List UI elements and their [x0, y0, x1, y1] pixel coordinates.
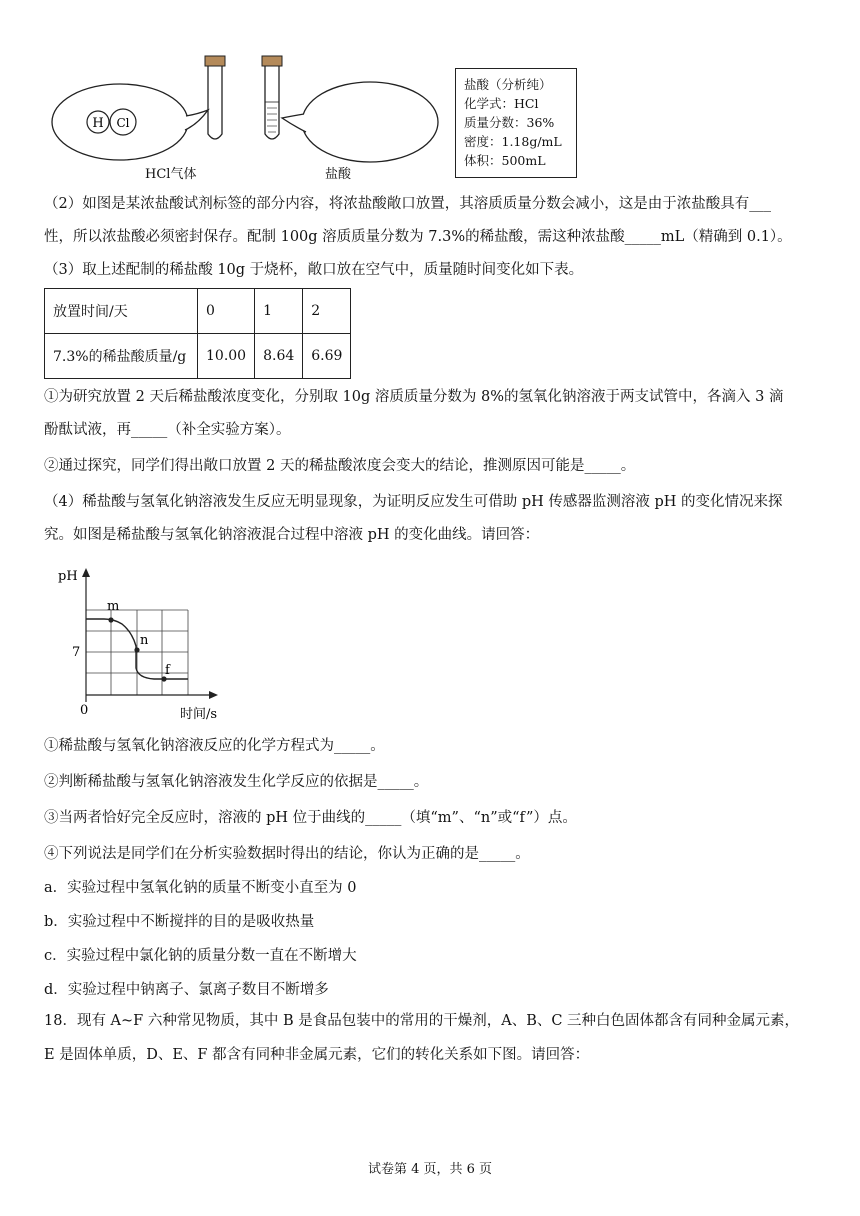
ph-curve-graph — [54, 562, 234, 722]
page-footer: 试卷第 4 页，共 6 页 — [367, 1162, 493, 1177]
q3-sub2: ②通过探究，同学们得出敞口放置 2 天的稀盐酸浓度会变大的结论，推测原因可能是_____。 — [44, 458, 636, 474]
q18-line1: 18．现有 A~F 六种常见物质，其中 B 是食品包装中的常用的干燥剂，A、B、C 三种白色固体都含有同种金属元素， — [44, 1013, 800, 1029]
cl-label: Cl — [116, 116, 130, 130]
table-cell: 7.3%的稀盐酸质量/g — [45, 334, 198, 379]
q4-line1: （4）稀盐酸与氢氧化钠溶液发生反应无明显现象，为证明反应发生可借助 pH 传感器监测溶液 pH 的变化情况来探 — [44, 494, 783, 510]
table-cell: 10.00 — [198, 334, 255, 379]
q4-sub4: ④下列说法是同学们在分析实验数据时得出的结论，你认为正确的是_____。 — [44, 846, 530, 862]
q4-sub3: ③当两者恰好完全反应时，溶液的 pH 位于曲线的_____（填“m”、“n”或“f”）点。 — [44, 810, 577, 826]
mass-time-table — [44, 288, 351, 379]
option-a: a．实验过程中氢氧化钠的质量不断变小直至为 0 — [44, 880, 357, 896]
reagent-label-line: 盐酸（分析纯） — [464, 77, 552, 92]
caption-hcl-gas: HCl气体 — [145, 167, 197, 182]
origin-label: 0 — [80, 703, 89, 718]
reagent-label-line: 体积：500mL — [464, 153, 546, 168]
table-cell: 放置时间/天 — [45, 289, 198, 334]
reagent-label-line: 质量分数：36% — [464, 115, 555, 130]
point-m — [108, 617, 113, 622]
option-b: b．实验过程中不断搅拌的目的是吸收热量 — [44, 914, 315, 930]
table-row — [45, 334, 351, 379]
reagent-label-line: 密度：1.18g/mL — [464, 134, 562, 149]
caption-hydrochloric-acid: 盐酸 — [325, 167, 352, 182]
table-cell: 6.69 — [303, 334, 351, 379]
option-d: d．实验过程中钠离子、氯离子数目不断增多 — [44, 982, 329, 998]
y-tick-7: 7 — [72, 645, 81, 660]
h-label: H — [92, 116, 104, 131]
table-cell: 2 — [303, 289, 351, 334]
q3-line1: （3）取上述配制的稀盐酸 10g 于烧杯，敞口放在空气中，质量随时间变化如下表。 — [44, 262, 584, 278]
table-row — [45, 289, 351, 334]
q2-line2: 性，所以浓盐酸必须密封保存。配制 100g 溶质质量分数为 7.3%的稀盐酸，需这种浓盐酸_____mL（精确到 0.1）。 — [44, 229, 792, 245]
reagent-label-line: 化学式：HCl — [464, 96, 539, 111]
q3-sub1-line2: 酚酞试液，再_____（补全实验方案）。 — [44, 422, 291, 438]
label-f: f — [165, 663, 170, 678]
label-m: m — [107, 599, 120, 614]
point-n — [134, 647, 139, 652]
q2-line1: （2）如图是某浓盐酸试剂标签的部分内容，将浓盐酸敞口放置，其溶质质量分数会减小，这是由于浓盐酸具有___ — [44, 196, 771, 212]
table-cell: 1 — [255, 289, 303, 334]
q4-line2: 究。如图是稀盐酸与氢氧化钠溶液混合过程中溶液 pH 的变化曲线。请回答： — [44, 527, 540, 543]
q18-line2: E 是固体单质，D、E、F 都含有同种非金属元素，它们的转化关系如下图。请回答： — [44, 1047, 590, 1063]
q4-sub1: ①稀盐酸与氢氧化钠溶液反应的化学方程式为_____。 — [44, 738, 385, 754]
reagent-label — [455, 68, 577, 178]
hcl-illustration — [48, 52, 448, 182]
y-axis-label: pH — [58, 569, 78, 584]
q3-sub1-line1: ①为研究放置 2 天后稀盐酸浓度变化，分别取 10g 溶质质量分数为 8%的氢氧化钠溶液于两支试管中，各滴入 3 滴 — [44, 389, 784, 405]
q4-sub2: ②判断稀盐酸与氢氧化钠溶液发生化学反应的依据是_____。 — [44, 774, 429, 790]
label-n: n — [140, 633, 149, 648]
table-cell: 8.64 — [255, 334, 303, 379]
option-c: c．实验过程中氯化钠的质量分数一直在不断增大 — [44, 948, 357, 964]
table-cell: 0 — [198, 289, 255, 334]
x-axis-label: 时间/s — [180, 707, 218, 722]
